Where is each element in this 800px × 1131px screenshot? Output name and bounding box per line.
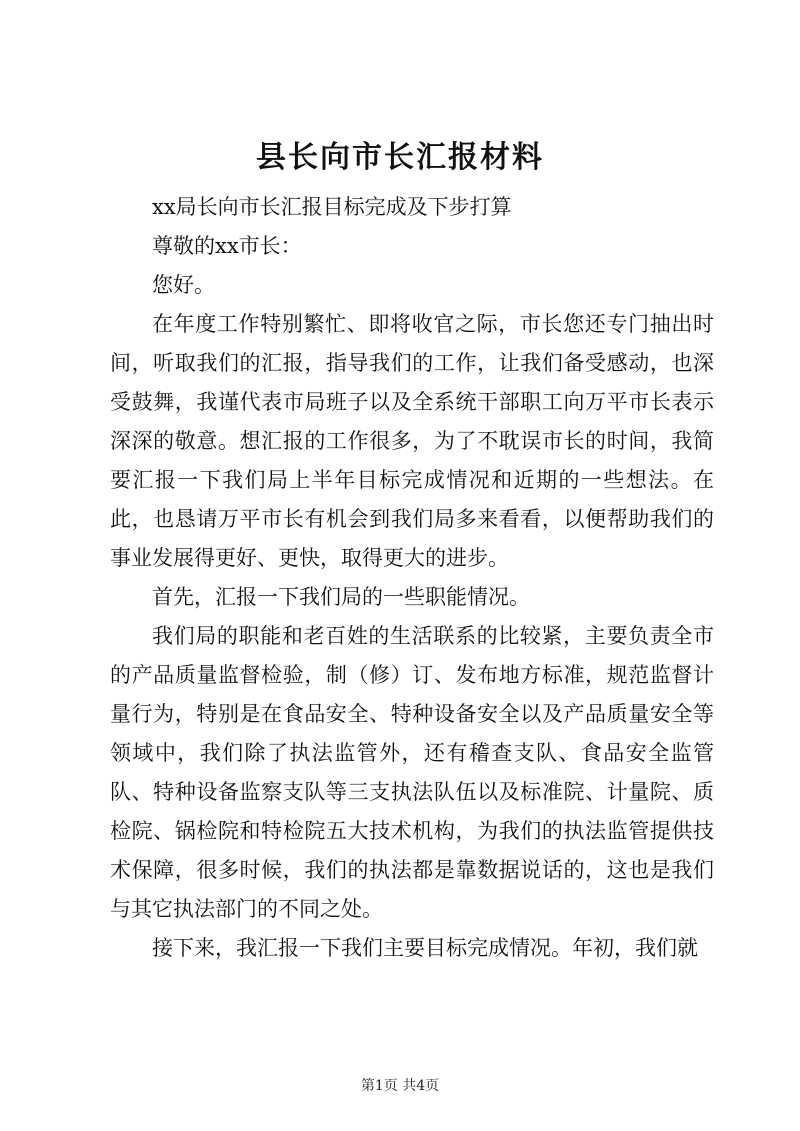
document-title: 县长向市长汇报材料 [256,140,544,175]
paragraph-salutation: 尊敬的xx市长： [152,234,302,258]
paragraph-subtitle: xx局长向市长汇报目标完成及下步打算 [152,195,512,219]
paragraph-targets: 接下来，我汇报一下我们主要目标完成情况。年初，我们就 [152,936,698,960]
paragraph-functions-detail: 我们局的职能和老百姓的生活联系的比较紧，主要负责全市的产品质量监督检验，制（修）订、发布地方标准，规范监督计量行为，特别是在食品安全、特种设备安全以及产品质量安全等领域中，我们除了执法监管外，还有稽查支队、食品安全监管队、特种设备监察支队等三支执法队伍以及标准院、计量院、质检院、锅检院和特检院五大技术机构，为我们的执法监管提供技术保障，很多时候，我们的执法都是靠数据说话的，这也是我们与其它执法部门的不同之处。 [110,624,714,921]
paragraph-introduction: 在年度工作特别繁忙、即将收官之际，市长您还专门抽出时间，听取我们的汇报，指导我们的工作，让我们备受感动，也深受鼓舞，我谨代表市局班子以及全系统干部职工向万平市长表示深深的敬意。想汇报的工作很多，为了不耽误市长的时间，我简要汇报一下我们局上半年目标完成情况和近期的一些想法。在此，也恳请万平市长有机会到我们局多来看看，以便帮助我们的事业发展得更好、更快，取得更大的进步。 [110,312,714,570]
paragraph-functions-heading: 首先，汇报一下我们局的一些职能情况。 [152,585,530,609]
paragraph-greeting: 您好。 [152,273,215,297]
document-body [110,188,714,968]
page-footer: 第1页 共4页 [360,1078,440,1094]
